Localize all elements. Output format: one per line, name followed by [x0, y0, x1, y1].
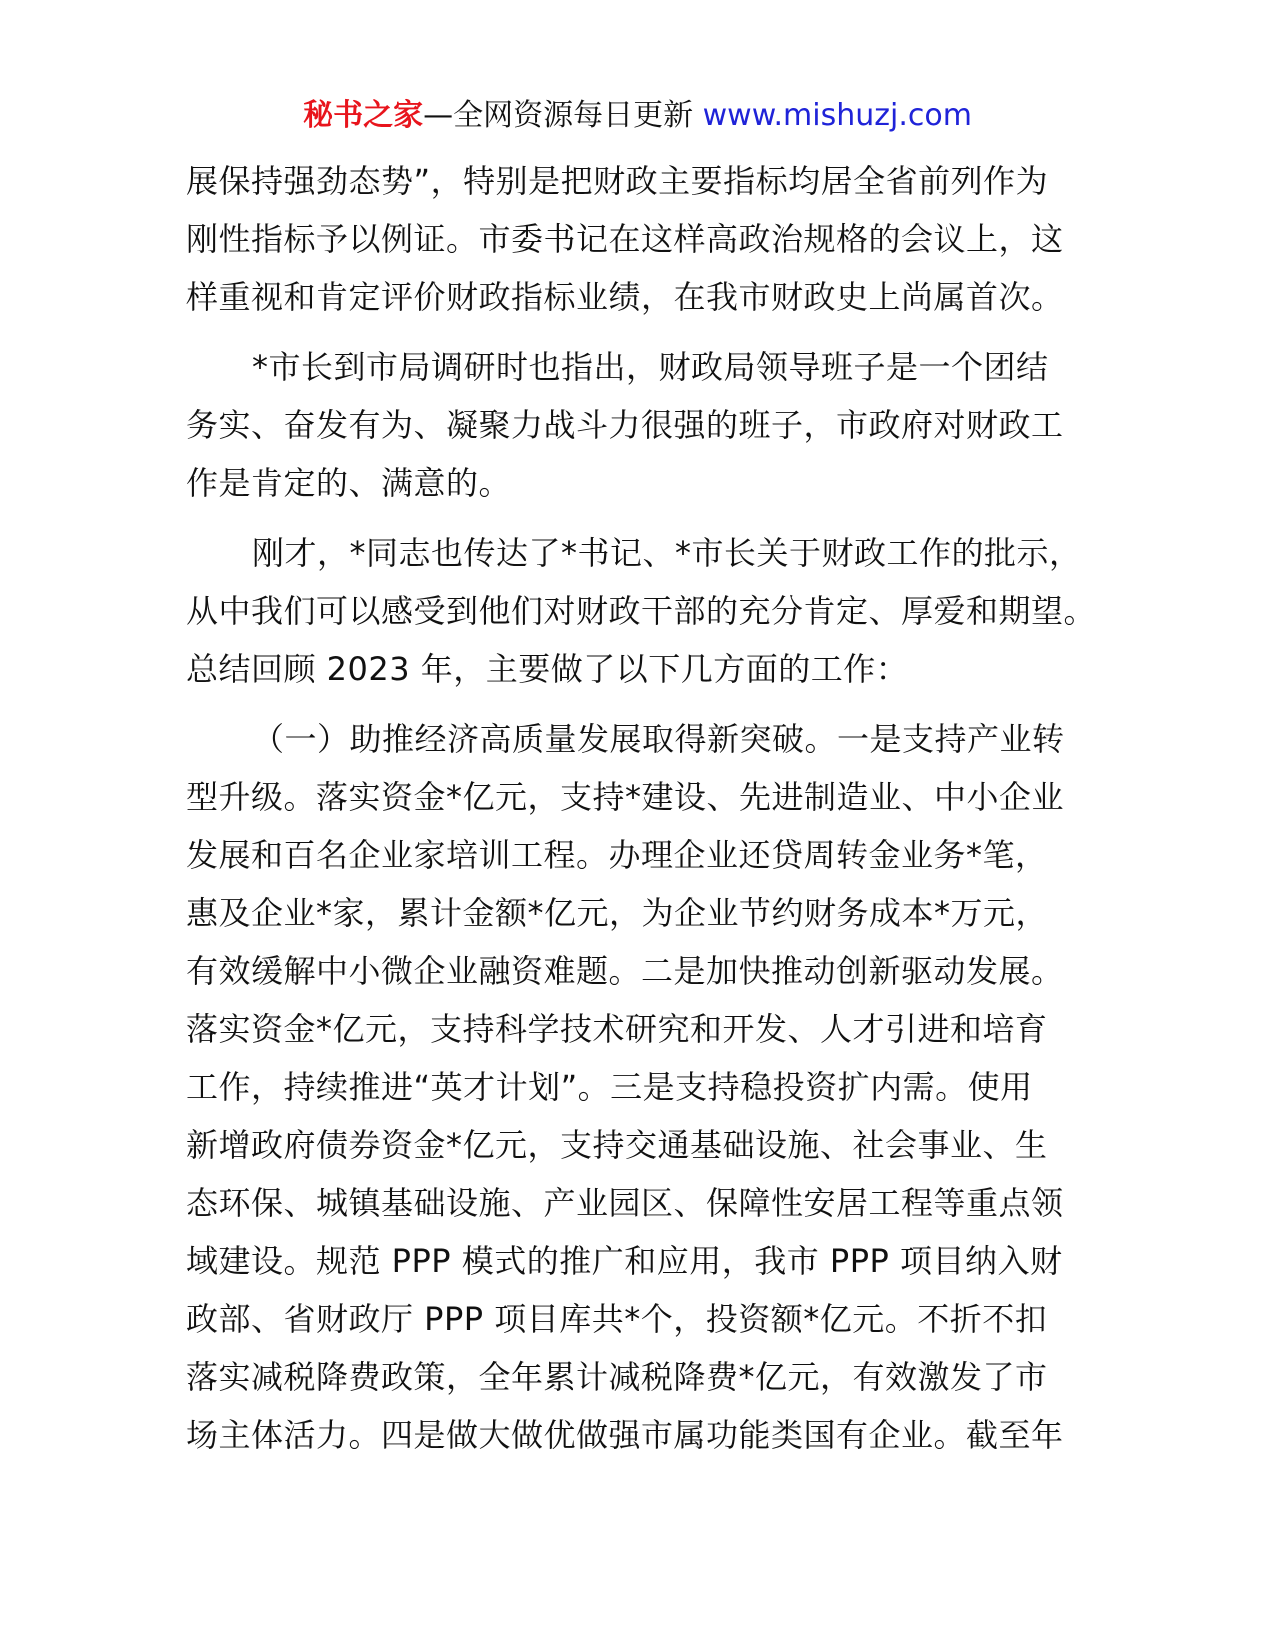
text-line: 工作，持续推进“英才计划”。三是支持稳投资扩内需。使用	[186, 1068, 1033, 1106]
paragraph-2	[186, 338, 1126, 512]
text-line: 域建设。规范 PPP 模式的推广和应用，我市 PPP 项目纳入财	[186, 1242, 1063, 1280]
text-line: 场主体活力。四是做大做优做强市属功能类国有企业。截至年	[186, 1416, 1064, 1454]
text-line: 样重视和肯定评价财政指标业绩，在我市财政史上尚属首次。	[186, 278, 1064, 316]
header-tagline: —全网资源每日更新	[423, 98, 703, 133]
text-line: 型升级。落实资金*亿元，支持*建设、先进制造业、中小企业	[186, 778, 1065, 816]
text-line: 刚性指标予以例证。市委书记在这样高政治规格的会议上，这	[186, 220, 1064, 258]
text-line: 落实资金*亿元，支持科学技术研究和开发、人才引进和培育	[186, 1010, 1048, 1048]
text-line: 刚才，*同志也传达了*书记、*市长关于财政工作的批示，	[252, 534, 1082, 572]
text-line: *市长到市局调研时也指出，财政局领导班子是一个团结	[252, 348, 1049, 386]
paragraph-1	[186, 152, 1126, 326]
text-line: 政部、省财政厅 PPP 项目库共*个，投资额*亿元。不折不扣	[186, 1300, 1048, 1338]
paragraph-4	[186, 710, 1126, 1464]
document-body	[186, 152, 1126, 1476]
page-header	[0, 96, 1275, 136]
text-line: 作是肯定的、满意的。	[186, 464, 512, 502]
text-line: 新增政府债券资金*亿元，支持交通基础设施、社会事业、生	[186, 1126, 1048, 1164]
text-line: 态环保、城镇基础设施、产业园区、保障性安居工程等重点领	[186, 1184, 1064, 1222]
site-url-link[interactable]: www.mishuzj.com	[702, 98, 972, 133]
text-line: 落实减税降费政策，全年累计减税降费*亿元，有效激发了市	[186, 1358, 1048, 1396]
paragraph-3	[186, 524, 1126, 698]
text-line: 总结回顾 2023 年，主要做了以下几方面的工作：	[186, 650, 909, 688]
text-line: 有效缓解中小微企业融资难题。二是加快推动创新驱动发展。	[186, 952, 1064, 990]
text-line: 从中我们可以感受到他们对财政干部的充分肯定、厚爱和期望。	[186, 592, 1097, 630]
text-line: 务实、奋发有为、凝聚力战斗力很强的班子，市政府对财政工	[186, 406, 1064, 444]
text-line: 发展和百名企业家培训工程。办理企业还贷周转金业务*笔，	[186, 836, 1048, 874]
brand-name: 秘书之家	[303, 98, 424, 133]
text-line: 展保持强劲态势”，特别是把财政主要指标均居全省前列作为	[186, 162, 1049, 200]
text-line: （一）助推经济高质量发展取得新突破。一是支持产业转	[252, 720, 1065, 758]
text-line: 惠及企业*家，累计金额*亿元，为企业节约财务成本*万元，	[186, 894, 1049, 932]
